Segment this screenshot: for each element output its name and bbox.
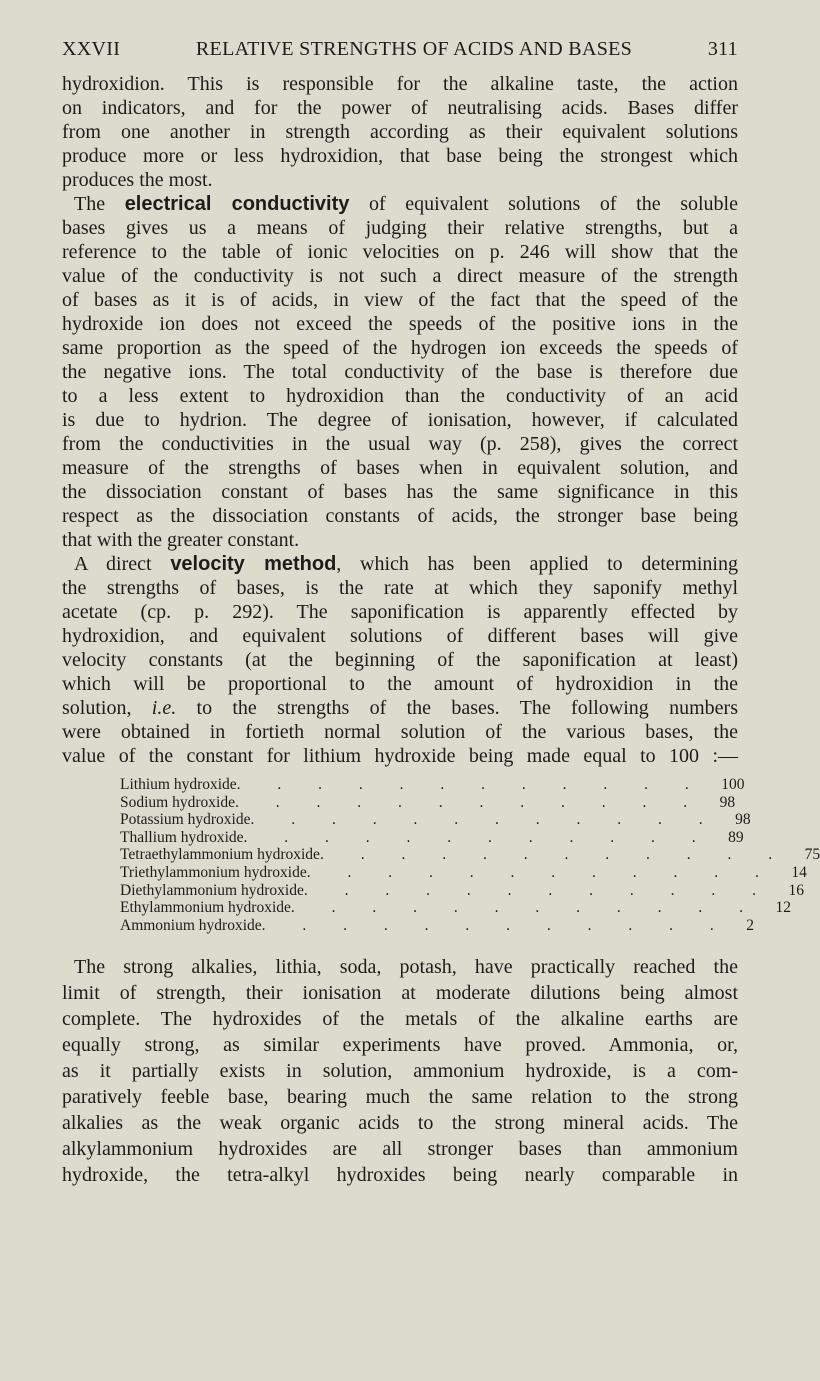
text-line: alkalies as the weak organic acids to the strong mineral acids. The <box>62 1112 738 1135</box>
table-row <box>120 811 751 829</box>
text-line: to a less extent to hydroxidion than the conductivity of an acid <box>62 385 738 407</box>
text-line: the strengths of bases, is the rate at which they saponify methyl <box>62 577 738 599</box>
relative-strength-value: 14 <box>791 863 807 881</box>
dot-leader: . . . . . . . . . . . . <box>234 793 704 811</box>
base-name: Lithium hydroxide <box>120 776 237 793</box>
relative-strength-value: 16 <box>788 881 804 899</box>
italic-text: i.e. <box>151 697 177 719</box>
text-line: the dissociation constant of bases has the same significance in this <box>62 481 738 503</box>
text-line: on indicators, and for the power of neutralising acids. Bases differ <box>62 97 738 119</box>
text-line: value of the conductivity is not such a direct measure of the strength <box>62 265 738 287</box>
text-line: value of the constant for lithium hydroxide being made equal to 100 :— <box>62 745 738 767</box>
base-name: Triethylammonium hydroxide <box>120 863 307 881</box>
text-line: respect as the dissociation constants of acids, the stronger base being <box>62 505 738 527</box>
text-segment: of equivalent solutions of the soluble <box>349 193 738 215</box>
emphasized-term: electrical conductivity <box>124 193 350 215</box>
text-line: bases gives us a means of judging their relative strengths, but a <box>62 217 738 239</box>
table-row <box>120 899 792 917</box>
text-line: produces the most. <box>62 169 213 191</box>
relative-strength-value: 2 <box>746 916 755 934</box>
relative-strength-value: 89 <box>728 828 744 846</box>
dot-leader: . . . . . . . . . . . . <box>290 899 760 917</box>
text-segment: solution, <box>62 697 152 719</box>
running-header <box>62 38 738 61</box>
text-line <box>62 192 738 216</box>
text-line: equally strong, as similar experiments have proved. Ammonia, or, <box>62 1034 738 1057</box>
text-line: acetate (cp. p. 292). The saponification is apparently effected by <box>62 601 738 623</box>
base-name: Diethylammonium hydroxide <box>120 881 304 899</box>
text-line: hydroxide ion does not exceed the speeds of the positive ions in the <box>62 313 738 335</box>
table-row <box>120 881 804 900</box>
text-line: measure of the strengths of bases when in equivalent solution, and <box>62 457 738 479</box>
text-segment: , which has been applied to determining <box>336 553 738 575</box>
dot-leader: . . . . . . . . . . . . <box>236 776 706 793</box>
base-name: Tetraethylammonium hydroxide <box>120 846 320 864</box>
base-name: Thallium hydroxide <box>120 828 244 846</box>
text-line: velocity constants (at the beginning of the saponification at least) <box>62 649 738 671</box>
text-line: from one another in strength according as their equivalent solutions <box>62 121 738 143</box>
text-line: is due to hydrion. The degree of ionisation, however, if calculated <box>62 409 738 431</box>
paragraph <box>62 72 738 192</box>
relative-strength-value: 100 <box>721 776 745 793</box>
emphasized-term: velocity method <box>170 553 337 575</box>
dot-leader: . . . . . . . . . . . . <box>319 846 789 864</box>
text-line: paratively feeble base, bearing much the same relation to the strong <box>62 1086 738 1109</box>
text-line: The strong alkalies, lithia, soda, potash, have practically reached the <box>74 956 738 979</box>
text-line: of bases as it is of acids, in view of the fact that the speed of the <box>62 289 738 311</box>
body-text-top <box>62 72 738 768</box>
text-segment: to the strengths of the bases. The following numbers <box>176 697 738 719</box>
base-name: Potassium hydroxide <box>120 811 251 829</box>
relative-strength-value: 75 <box>804 846 820 864</box>
base-name: Sodium hydroxide <box>120 793 235 811</box>
text-line <box>62 696 738 720</box>
text-line: from the conductivities in the usual way (p. 258), gives the correct <box>62 433 738 455</box>
running-title: RELATIVE STRENGTHS OF ACIDS AND BASES <box>195 38 633 60</box>
base-strength-table <box>120 776 820 934</box>
relative-strength-value: 12 <box>775 899 792 917</box>
paragraph <box>62 552 738 768</box>
table-row <box>120 863 807 882</box>
table-row <box>120 776 745 794</box>
table-row <box>120 846 820 864</box>
text-line: that with the greater constant. <box>62 529 300 551</box>
text-line: hydroxidion. This is responsible for the alkaline taste, the action <box>62 73 738 95</box>
dot-leader: . . . . . . . . . . . . <box>243 828 713 846</box>
text-segment: The <box>74 193 125 215</box>
dot-leader: . . . . . . . . . . . . <box>306 863 776 881</box>
text-line: hydroxide, the tetra-alkyl hydroxides being nearly comparable in <box>62 1164 738 1187</box>
page-body <box>62 72 820 1188</box>
page-number: 311 <box>707 38 738 60</box>
text-line: were obtained in fortieth normal solution of the various bases, the <box>62 721 738 743</box>
dot-leader: . . . . . . . . . . . . <box>303 881 773 899</box>
dot-leader: . . . . . . . . . . . . <box>261 916 731 934</box>
text-line: hydroxidion, and equivalent solutions of different bases will give <box>62 625 738 647</box>
paragraph <box>62 192 738 552</box>
body-text-bottom <box>62 954 738 1188</box>
text-line: limit of strength, their ionisation at moderate dilutions being almost <box>62 982 738 1005</box>
text-segment: A direct <box>74 553 171 575</box>
text-line: as it partially exists in solution, ammonium hydroxide, is a com- <box>62 1060 738 1083</box>
text-line: produce more or less hydroxidion, that base being the strongest which <box>62 145 738 167</box>
chapter-number: XXVII <box>62 38 121 60</box>
base-name: Ammonium hydroxide <box>120 916 262 934</box>
relative-strength-value: 98 <box>719 793 736 811</box>
text-line: complete. The hydroxides of the metals of the alkaline earths are <box>62 1008 738 1031</box>
text-line: the negative ions. The total conductivity of the base is therefore due <box>62 361 738 383</box>
table-row <box>120 916 755 935</box>
relative-strength-value: 98 <box>735 811 751 829</box>
text-line <box>62 552 738 576</box>
table-row <box>120 828 744 847</box>
base-name: Ethylammonium hydroxide <box>120 899 291 917</box>
text-line: same proportion as the speed of the hydrogen ion exceeds the speeds of <box>62 337 738 359</box>
table-row <box>120 793 736 812</box>
text-line: alkylammonium hydroxides are all stronger bases than ammonium <box>62 1138 738 1161</box>
text-line: which will be proportional to the amount of hydroxidion in the <box>62 673 738 695</box>
dot-leader: . . . . . . . . . . . . <box>250 811 720 829</box>
text-line: reference to the table of ionic velocities on p. 246 will show that the <box>62 241 738 263</box>
